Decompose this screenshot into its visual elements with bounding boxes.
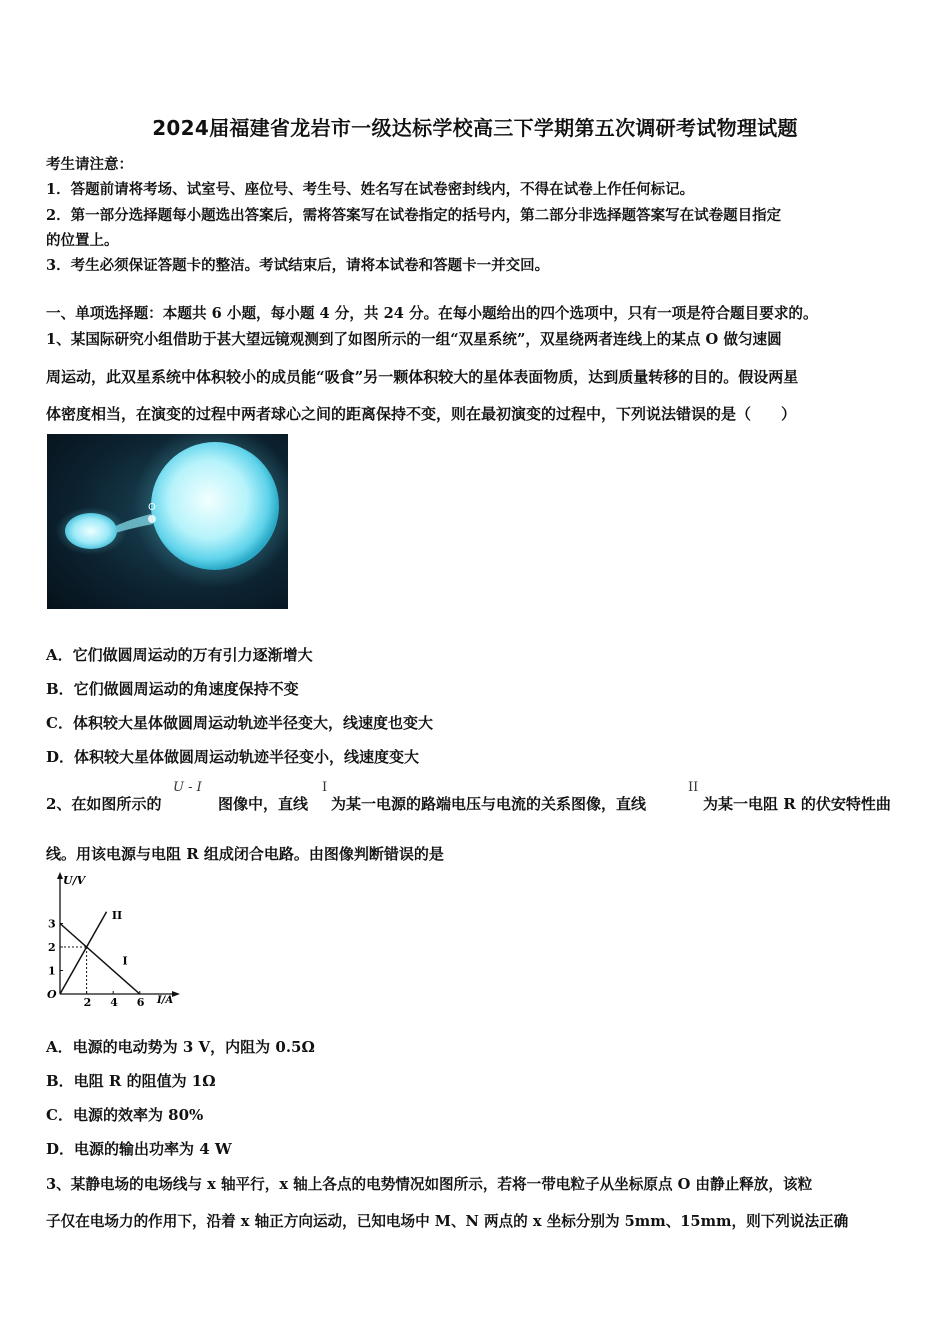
q3-line-1: 3、某静电场的电场线与 x 轴平行，x 轴上各点的电势情况如图所示，若将一带电粒子从坐标原点 O 由静止释放，该粒 — [46, 1176, 813, 1193]
x-tick-label: 6 — [136, 996, 145, 1008]
notice-header: 考生请注意： — [46, 156, 133, 173]
q2-option-c: C．电源的效率为 80% — [46, 1106, 204, 1124]
notice-item-2: 2．第一部分选择题每小题选出答案后，需将答案写在试卷指定的括号内，第二部分非选择题答案写在试卷题目指定 — [46, 207, 782, 224]
q2-part-2: 图像中，直线 — [218, 795, 309, 813]
ui-graph-svg — [44, 868, 184, 1008]
series-line-I — [60, 924, 140, 995]
series-label-II: II — [111, 908, 123, 922]
center-point-label: O — [148, 502, 156, 513]
notice-item-3: 3．考生必须保证答题卡的整洁。考试结束后，请将本试卷和答题卡一并交回。 — [46, 257, 550, 274]
q2-symbol-i: I — [322, 780, 328, 795]
notice-item-1: 1．答题前请将考场、试室号、座位号、考生号、姓名写在试卷密封线内，不得在试卷上作任何标记。 — [46, 181, 695, 198]
q3-line-2: 子仅在电场力的作用下，沿着 x 轴正方向运动，已知电场中 M、N 两点的 x 坐标分别为 5mm、15mm，则下列说法正确 — [46, 1213, 849, 1230]
x-tick-label: 4 — [110, 996, 118, 1008]
x-axis-arrow — [172, 991, 180, 997]
series-label-I: I — [122, 954, 128, 968]
q1-option-b: B．它们做圆周运动的角速度保持不变 — [46, 680, 299, 698]
q2-line-2: 线。用该电源与电阻 R 组成闭合电路。由图像判断错误的是 — [46, 845, 444, 863]
q1-option-d: D．体积较大星体做圆周运动轨迹半径变小，线速度变大 — [46, 748, 420, 766]
y-axis-label: U/V — [63, 874, 86, 887]
notice-item-2-cont: 的位置上。 — [46, 232, 119, 249]
q2-option-b: B．电阻 R 的阻值为 1Ω — [46, 1072, 216, 1090]
section-heading: 一、单项选择题：本题共 6 小题，每小题 4 分，共 24 分。在每小题给出的四个选项中，只有一项是符合题目要求的。 — [46, 305, 818, 322]
q2-part-4: 为某一电阻 R 的伏安特性曲 — [703, 795, 891, 813]
q2-symbol-ii: II — [688, 780, 699, 795]
q2-part-3: 为某一电源的路端电压与电流的关系图像，直线 — [331, 795, 647, 813]
q1-line-2: 周运动，此双星系统中体积较小的成员能“吸食”另一颗体积较大的星体表面物质，达到质量转移的目的。假设两星 — [46, 368, 799, 386]
q1-line-1: 1、某国际研究小组借助于甚大望远镜观测到了如图所示的一组“双星系统”，双星绕两者连线上的某点 O 做匀速圆 — [46, 331, 782, 348]
q2-symbol-ui: U - I — [173, 780, 202, 795]
ui-graph — [44, 868, 184, 1008]
q1-option-c: C．体积较大星体做圆周运动轨迹半径变大，线速度也变大 — [46, 714, 433, 732]
q1-line-3: 体密度相当，在演变的过程中两者球心之间的距离保持不变，则在最初演变的过程中，下列说法错误的是（ ） — [46, 405, 797, 423]
x-tick-label: 2 — [83, 996, 92, 1008]
series-line-II — [60, 912, 107, 994]
q2-part-1: 2、在如图所示的 — [46, 795, 162, 813]
q2-option-a: A．电源的电动势为 3 V，内阻为 0.5Ω — [46, 1038, 315, 1056]
y-tick-label: 2 — [48, 941, 56, 954]
q2-option-d: D．电源的输出功率为 4 W — [46, 1140, 232, 1158]
q1-option-a: A．它们做圆周运动的万有引力逐渐增大 — [46, 646, 313, 664]
origin-label: O — [47, 988, 57, 1001]
binary-star-image — [47, 434, 288, 609]
y-tick-label: 3 — [48, 917, 56, 931]
x-axis-label: I/A — [157, 995, 174, 1006]
page-title: 2024届福建省龙岩市一级达标学校高三下学期第五次调研考试物理试题 — [152, 116, 798, 140]
y-tick-label: 1 — [48, 964, 56, 978]
